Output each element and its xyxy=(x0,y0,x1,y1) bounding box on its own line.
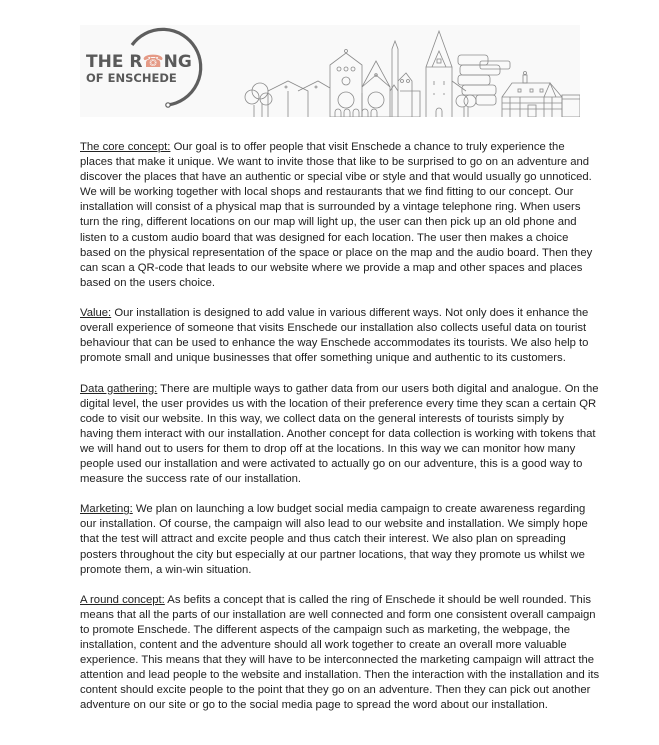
header-banner xyxy=(80,25,580,117)
section-body: Our installation is designed to add value in various different ways. Not only does it enhance the overall experience of someone that visits Enschede our installation also collects useful data on tourist behaviour that can be used to enhance the way Enschede accommodates its tourists. We also help to promote small and unique businesses that offer something unique and authentic to its customers. xyxy=(80,307,589,365)
tree-icon xyxy=(456,95,476,117)
house-icon xyxy=(562,95,580,117)
section-core-concept xyxy=(80,140,600,291)
section-body: Our goal is to offer people that visit Enschede a chance to truly experience the places that make it unique. We want to invite those that like to be surprised to go on an adventure and discover the places that have an authentic or special vibe or style and that would usually go unnoticed. We will be working together with local shops and restaurants that we find fitting to our concept. Our installation will consist of a physical map that is surrounded by a vintage telephone ring. When users turn the ring, different locations on our map will light up, the user can then pick up an old phone and listen to a custom audio board that was designed for each location. The user then makes a choice based on the physical representation of the space or place on the map and the audio board. Then they can scan a QR-code that leads to our website where we provide a map and other spaces and places based on the users choice. xyxy=(80,141,593,289)
logo-title-line2: OF ENSCHEDE xyxy=(86,71,177,85)
telephone-icon: ☎ xyxy=(142,52,164,72)
section-heading: Value: xyxy=(80,307,112,320)
section-round-concept xyxy=(80,593,600,714)
logo-title-line1 xyxy=(86,52,192,72)
logo-text-prefix: THE R xyxy=(86,52,143,72)
town-hall-icon xyxy=(330,50,420,118)
section-heading: Data gathering: xyxy=(80,382,158,395)
document-body xyxy=(80,140,600,729)
section-heading: The core concept: xyxy=(80,141,171,153)
section-heading: Marketing: xyxy=(80,503,133,516)
section-marketing xyxy=(80,502,600,577)
section-value xyxy=(80,306,600,366)
logo-text-suffix: NG xyxy=(163,52,192,72)
villa-icon xyxy=(502,72,562,118)
section-body: We plan on launching a low budget social media campaign to create awareness regarding our installation. Of course, the campaign will also lead to our website and installation. We simply hope that the test will attract and excite people and thus catch their interest. We also plan on spreading posters throughout the city but especially at our partner locations, that way they promote us whilst we promote them, a win-win situation. xyxy=(80,503,588,576)
ring-of-enschede-logo xyxy=(80,25,220,117)
section-heading: A round concept: xyxy=(80,593,165,606)
house-icon xyxy=(268,81,330,117)
section-data-gathering xyxy=(80,382,600,488)
church-tower-icon xyxy=(426,31,466,117)
section-body: There are multiple ways to gather data from our users both digital and analogue. On the digital level, the user provides us with the location of their preference every time they scan a certain QR code to visit our website. In this way, we collect data on the general interests of tourists simply by having them interact with our installation. Another concept for data collection is working with tokens that we will hand out to users for them to drop off at the locations. In this way we can monitor how many people used our installation and were activated to actually go on our adventure, this is a good way to measure the success rate of our installation. xyxy=(80,382,599,486)
section-body: As befits a concept that is called the ring of Enschede it should be well rounded. This means that all the parts of our installation are well connected and form one consistent overall campaign to promote Enschede. The different aspects of the campaign such as marketing, the webpage, the installation, content and the adventure should all work together to create an overall more valuable experience. This means that they will have to be interconnected the marketing campaign will attract the attention and lead people to the website and installation. Then the interaction with the installation and its content should excite people to the point that they go on an adventure. Then they can pick out another adventure on our site or go to the social media page to spread the word about our installation. xyxy=(80,593,600,712)
enschede-skyline-illustration xyxy=(240,25,580,117)
obelisk-icon xyxy=(390,41,420,117)
